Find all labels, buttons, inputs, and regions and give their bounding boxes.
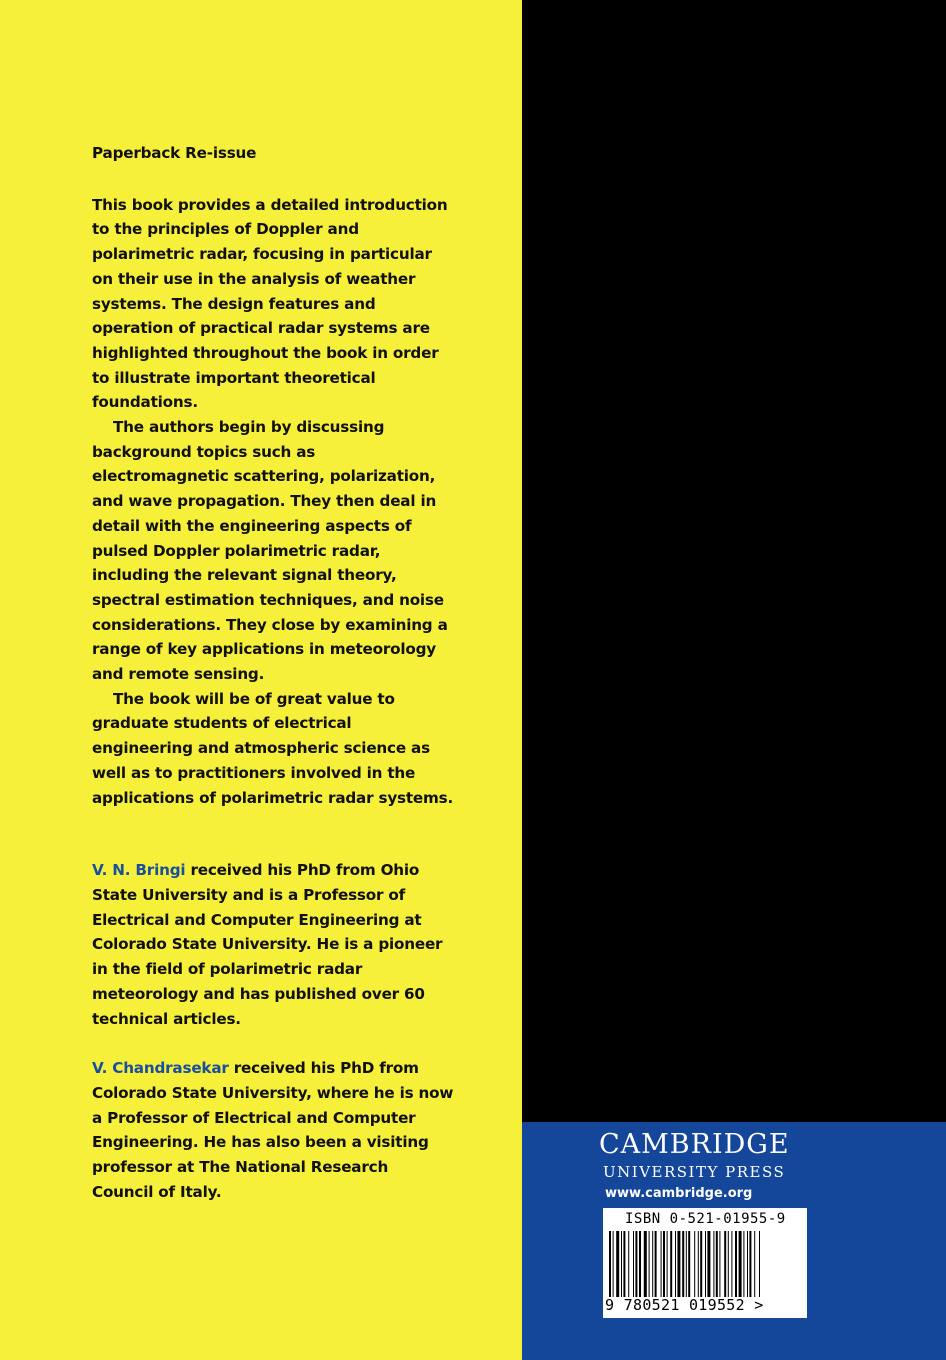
barcode-bar bbox=[739, 1231, 742, 1297]
barcode-bar bbox=[749, 1231, 751, 1297]
barcode-bar bbox=[677, 1231, 680, 1297]
isbn-text: ISBN 0-521-01955-9 bbox=[625, 1211, 786, 1227]
barcode-bar bbox=[663, 1231, 665, 1297]
author-name: V. Chandrasekar bbox=[92, 1059, 229, 1078]
barcode-bar bbox=[747, 1231, 748, 1297]
author-bio-text: received his PhD from Ohio State University and is a Professor of Electrical and Computer Engineering at Colorado State University. He is a pioneer in the field of polarimetric radar meteorology and has published over 60 technical articles. bbox=[92, 861, 443, 1028]
barcode-bar bbox=[719, 1231, 720, 1297]
description-paragraph: The book will be of great value to graduate students of electrical engineering and atmospheric science as well as to practitioners involved in the applications of polarimetric radar systems. bbox=[92, 689, 454, 807]
barcode-bar bbox=[694, 1231, 695, 1297]
barcode-bar bbox=[731, 1231, 732, 1297]
barcode-bar bbox=[635, 1231, 637, 1297]
barcode-bar bbox=[754, 1231, 755, 1297]
spine-black-panel bbox=[522, 0, 946, 1122]
publisher-name: CAMBRIDGE bbox=[599, 1129, 790, 1160]
isbn-barcode bbox=[603, 1208, 807, 1318]
author-bio-bringi bbox=[92, 858, 454, 1031]
barcode-bar bbox=[707, 1231, 710, 1297]
barcode-bar bbox=[705, 1231, 706, 1297]
description-paragraph: This book provides a detailed introduction to the principles of Doppler and polarimetric radar, focusing in particular on their use in the analysis of weather systems. The design features and operation of practical radar systems are highlighted throughout the book in order to illustrate important theoretical foundations. bbox=[92, 195, 448, 412]
barcode-bar bbox=[713, 1231, 714, 1297]
barcode-bar bbox=[716, 1231, 718, 1297]
barcode-bar bbox=[644, 1231, 647, 1297]
reissue-label: Paperback Re-issue bbox=[92, 144, 257, 162]
barcode-bar bbox=[675, 1231, 676, 1297]
barcode-bar bbox=[655, 1231, 657, 1297]
barcode-bar bbox=[639, 1231, 641, 1297]
author-name: V. N. Bringi bbox=[92, 861, 186, 880]
barcode-bar bbox=[743, 1231, 744, 1297]
barcode-bar bbox=[759, 1231, 760, 1297]
barcode-bar bbox=[667, 1231, 668, 1297]
publisher-url: www.cambridge.org bbox=[605, 1186, 753, 1201]
barcode-bar bbox=[661, 1231, 662, 1297]
barcode-bar bbox=[609, 1231, 611, 1297]
barcode-bar bbox=[649, 1231, 650, 1297]
barcode-bar bbox=[616, 1231, 619, 1297]
barcode-bar bbox=[623, 1231, 625, 1297]
barcode-bar bbox=[686, 1231, 687, 1297]
barcode-bar bbox=[682, 1231, 684, 1297]
barcode-bar bbox=[613, 1231, 614, 1297]
author-bio-chandrasekar bbox=[92, 1056, 454, 1204]
publisher-subname: UNIVERSITY PRESS bbox=[603, 1163, 786, 1181]
barcode-bar bbox=[735, 1231, 737, 1297]
back-cover-text bbox=[92, 141, 454, 1204]
barcode-bar bbox=[652, 1231, 653, 1297]
barcode-digits: 9 780521 019552 > bbox=[605, 1296, 764, 1314]
barcode-bar bbox=[728, 1231, 729, 1297]
book-description bbox=[92, 193, 454, 811]
barcode-bars bbox=[609, 1231, 801, 1297]
barcode-bar bbox=[724, 1231, 726, 1297]
barcode-bar bbox=[698, 1231, 699, 1297]
barcode-bar bbox=[628, 1231, 629, 1297]
barcode-bar bbox=[700, 1231, 702, 1297]
barcode-bar bbox=[621, 1231, 622, 1297]
barcode-bar bbox=[670, 1231, 672, 1297]
author-bio-text: received his PhD from Colorado State University, where he is now a Professor of Electrical and Computer Engineering. He has also been a visiting professor at The National Research Council of Italy. bbox=[92, 1059, 454, 1201]
barcode-bar bbox=[688, 1231, 690, 1297]
barcode-bar bbox=[633, 1231, 634, 1297]
description-paragraph: The authors begin by discussing background topics such as electromagnetic scattering, polarization, and wave propagation. They then deal in detail with the engineering aspects of pulsed Doppler polarimetric radar, including the relevant signal theory, spectral estimation techniques, and noise considerations. They close by examining a range of key applications in meteorology and remote sensing. bbox=[92, 418, 448, 684]
